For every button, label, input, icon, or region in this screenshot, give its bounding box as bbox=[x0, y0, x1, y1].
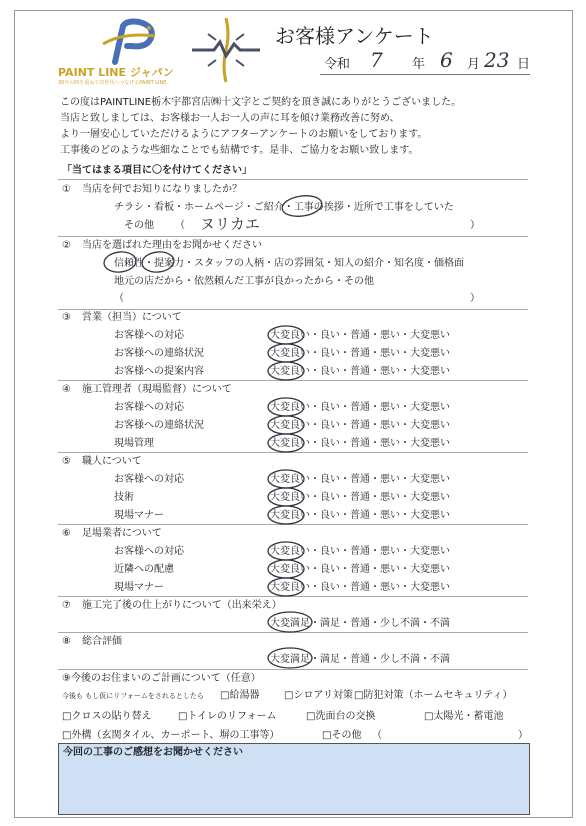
q1-title: 当店を何でお知りになりましたか？ bbox=[82, 184, 242, 195]
intro-line-1: この度はPAINTLINE栃木宇都宮店㈱十文字とご契約を頂き誠にありがとうございました。 bbox=[60, 97, 462, 108]
q3-scale-1: 大変良い・良い・普通・悪い・大変悪い bbox=[270, 330, 450, 341]
q6-item-1: お客様への対応 bbox=[114, 546, 184, 557]
intro-line-3: より一層安心していただけるようにアフターアンケートのお願いをしております。 bbox=[60, 129, 428, 140]
q6-scale-3: 大変良い・良い・普通・悪い・大変悪い bbox=[270, 582, 450, 593]
q6-item-2: 近隣への配慮 bbox=[114, 564, 174, 575]
page-title: お客様アンケート bbox=[275, 24, 434, 48]
q2-options-1: 信頼性・提案力・スタッフの人柄・店の雰囲気・知人の紹介・知名度・価格面 bbox=[114, 258, 464, 269]
q3-item-3: お客様への提案内容 bbox=[114, 366, 204, 377]
month-label: 月 bbox=[467, 57, 481, 72]
era-label: 令和 bbox=[324, 57, 351, 72]
checkbox-icon: □ bbox=[62, 711, 72, 722]
day-value: 23 bbox=[484, 48, 510, 72]
q5-scale-3: 大変良い・良い・普通・悪い・大変悪い bbox=[270, 510, 450, 521]
q9-option-washbasin[interactable]: □洗面台の交換 bbox=[306, 711, 376, 722]
q6-divider bbox=[58, 596, 528, 597]
checkbox-icon: □ bbox=[306, 711, 316, 722]
q8-title: 総合評価 bbox=[82, 636, 122, 647]
q8-number: ⑧ bbox=[62, 636, 71, 647]
q1-other-value: ヌリカエ bbox=[200, 215, 260, 233]
q1-other-label: その他 bbox=[124, 220, 154, 231]
instruction-underline bbox=[58, 179, 528, 180]
q3-scale-3: 大変良い・良い・普通・悪い・大変悪い bbox=[270, 366, 450, 377]
checkbox-icon: □ bbox=[354, 690, 364, 701]
q4-scale-2: 大変良い・良い・普通・悪い・大変悪い bbox=[270, 420, 450, 431]
q3-number: ③ bbox=[62, 312, 71, 323]
q2-title: 当店を選ばれた理由をお聞かせください bbox=[82, 240, 262, 251]
instruction: 「当てはまる項目に〇を付けてください」 bbox=[62, 165, 252, 176]
q7-number: ⑦ bbox=[62, 600, 71, 611]
q4-scale-1: 大変良い・良い・普通・悪い・大変悪い bbox=[270, 402, 450, 413]
q6-scale-2: 大変良い・良い・普通・悪い・大変悪い bbox=[270, 564, 450, 575]
q5-scale-2: 大変良い・良い・普通・悪い・大変悪い bbox=[270, 492, 450, 503]
q5-number: ⑤ bbox=[62, 456, 71, 467]
q3-item-1: お客様への対応 bbox=[114, 330, 184, 341]
q4-title: 施工管理者（現場監督）について bbox=[82, 384, 232, 395]
q9-option-solar[interactable]: □太陽光・蓄電池 bbox=[424, 711, 504, 722]
q5-title: 職人について bbox=[82, 456, 142, 467]
checkbox-icon: □ bbox=[62, 730, 72, 741]
q9-option-exterior[interactable]: □外構（玄関タイル、カーポート、塀の工事等） bbox=[62, 730, 280, 741]
q9-option-toilet[interactable]: □トイレのリフォーム bbox=[178, 711, 277, 722]
q4-divider bbox=[58, 452, 528, 453]
q5-divider bbox=[58, 524, 528, 525]
q8-scale: 大変満足・満足・普通・少し不満・不満 bbox=[270, 654, 450, 665]
q1-paren-open: （ bbox=[175, 220, 185, 231]
q2-paren-open: （ bbox=[114, 293, 124, 304]
q9-title: ⑨今後のお住まいのご計画について（任意） bbox=[62, 673, 261, 684]
day-label: 日 bbox=[517, 57, 531, 72]
intro-line-2: 当店と致しましては、お客様お一人お一人の声に耳を傾け業務改善に努め、 bbox=[60, 113, 400, 124]
q6-item-3: 現場マナー bbox=[114, 582, 164, 593]
logo-brand: PAINT LINE ジャパン bbox=[58, 66, 174, 79]
q7-title: 施工完了後の仕上がりについて（出来栄え） bbox=[82, 600, 282, 611]
logo-tagline: 30年の時を重ねて次世代へつなげるPAINT LINE bbox=[58, 80, 167, 86]
q9-other-paren-open: （ bbox=[372, 730, 382, 741]
year-label: 年 bbox=[412, 57, 426, 72]
q9-option-water-heater[interactable]: □給湯器 bbox=[220, 690, 260, 701]
logo bbox=[58, 18, 188, 88]
q9-option-other[interactable]: □その他 bbox=[322, 730, 362, 741]
year-value: 7 bbox=[370, 48, 383, 72]
q9-option-termite[interactable]: □シロアリ対策 bbox=[284, 690, 354, 701]
q9-option-security[interactable]: □防犯対策（ホームセキュリティ） bbox=[354, 690, 513, 701]
checkbox-icon: □ bbox=[178, 711, 188, 722]
q3-scale-2: 大変良い・良い・普通・悪い・大変悪い bbox=[270, 348, 450, 359]
date-underline bbox=[320, 74, 530, 75]
checkbox-icon: □ bbox=[424, 711, 434, 722]
q5-item-2: 技術 bbox=[114, 492, 134, 503]
q6-title: 足場業者について bbox=[82, 528, 162, 539]
checkbox-icon: □ bbox=[322, 730, 332, 741]
q4-item-1: お客様への対応 bbox=[114, 402, 184, 413]
q9-option-wallpaper[interactable]: □クロスの貼り替え bbox=[62, 711, 152, 722]
q1-number: ① bbox=[62, 184, 71, 195]
comments-title: 今回の工事のご感想をお聞かせください bbox=[63, 747, 243, 758]
q5-scale-1: 大変良い・良い・普通・悪い・大変悪い bbox=[270, 474, 450, 485]
q4-number: ④ bbox=[62, 384, 71, 395]
q2-options-2: 地元の店だから・依然頼んだ工事が良かったから・その他 bbox=[114, 276, 374, 287]
checkbox-icon: □ bbox=[220, 690, 230, 701]
q4-item-2: お客様への連絡状況 bbox=[114, 420, 204, 431]
q7-divider bbox=[58, 632, 528, 633]
logo-emblem-icon bbox=[93, 18, 163, 66]
q5-item-1: お客様への対応 bbox=[114, 474, 184, 485]
q1-options: チラシ・看板・ホームページ・ご紹介・工事の挨拶・近所で工事をしていた bbox=[114, 202, 454, 213]
q9-note: 今後も もし仮にリフォームをされるとしたら bbox=[62, 692, 204, 700]
q5-item-3: 現場マナー bbox=[114, 510, 164, 521]
q3-divider bbox=[58, 380, 528, 381]
intro-line-4: 工事後のどのような些細なことでも結構です。是非、ご協力をお願い致します。 bbox=[60, 145, 419, 156]
q3-title: 営業（担当）について bbox=[82, 312, 182, 323]
q3-item-2: お客様への連絡状況 bbox=[114, 348, 204, 359]
q6-number: ⑥ bbox=[62, 528, 71, 539]
q1-divider bbox=[58, 236, 528, 237]
q2-number: ② bbox=[62, 240, 71, 251]
q4-item-3: 現場管理 bbox=[114, 438, 154, 449]
comments-box[interactable] bbox=[58, 743, 530, 815]
q4-scale-3: 大変良い・良い・普通・悪い・大変悪い bbox=[270, 438, 450, 449]
checkbox-icon: □ bbox=[284, 690, 294, 701]
q6-scale-1: 大変良い・良い・普通・悪い・大変悪い bbox=[270, 546, 450, 557]
q9-other-paren-close: ） bbox=[518, 730, 528, 741]
month-value: 6 bbox=[440, 48, 453, 72]
q2-divider bbox=[58, 309, 528, 310]
decorative-emblem-icon bbox=[190, 16, 262, 84]
q2-paren-close: ） bbox=[470, 293, 480, 304]
q7-scale: 大変満足・満足・普通・少し不満・不満 bbox=[270, 618, 450, 629]
q1-paren-close: ） bbox=[470, 220, 480, 231]
q8-divider bbox=[58, 669, 528, 670]
